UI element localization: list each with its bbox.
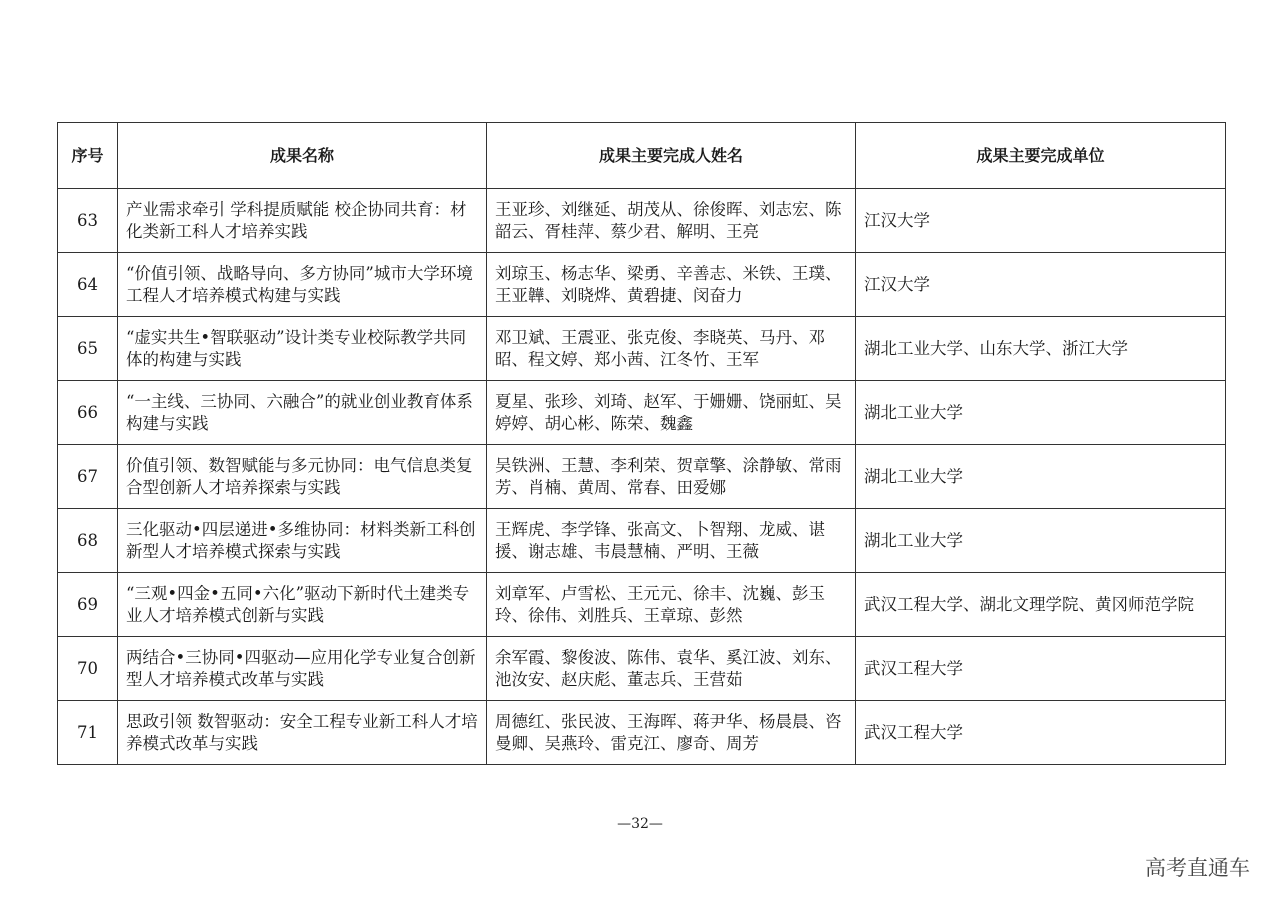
table-row	[58, 317, 1226, 381]
header-persons: 成果主要完成人姓名	[487, 123, 856, 189]
table-row	[58, 701, 1226, 765]
row-name: 价值引领、数智赋能与多元协同：电气信息类复合型创新人才培养探索与实践	[118, 445, 487, 509]
row-persons: 刘章军、卢雪松、王元元、徐丰、沈巍、彭玉玲、徐伟、刘胜兵、王章琼、彭然	[487, 573, 856, 637]
row-name: “价值引领、战略导向、多方协同”城市大学环境工程人才培养模式构建与实践	[118, 253, 487, 317]
row-units: 湖北工业大学	[856, 381, 1226, 445]
table-row	[58, 509, 1226, 573]
row-persons: 王亚珍、刘继延、胡茂从、徐俊晖、刘志宏、陈韶云、胥桂萍、蔡少君、解明、王亮	[487, 189, 856, 253]
row-name: 产业需求牵引 学科提质赋能 校企协同共育：材化类新工科人才培养实践	[118, 189, 487, 253]
row-persons: 余军霞、黎俊波、陈伟、袁华、奚江波、刘东、池汝安、赵庆彪、董志兵、王营茹	[487, 637, 856, 701]
row-units: 湖北工业大学、山东大学、浙江大学	[856, 317, 1226, 381]
row-name: “虚实共生•智联驱动”设计类专业校际教学共同体的构建与实践	[118, 317, 487, 381]
header-seq: 序号	[58, 123, 118, 189]
page-number: —32—	[617, 816, 663, 832]
table-row	[58, 637, 1226, 701]
table-row	[58, 573, 1226, 637]
header-name: 成果名称	[118, 123, 487, 189]
results-table	[57, 122, 1226, 765]
row-units: 江汉大学	[856, 189, 1226, 253]
row-persons: 刘琼玉、杨志华、梁勇、辛善志、米铁、王璞、王亚韡、刘晓烨、黄碧捷、闵奋力	[487, 253, 856, 317]
row-seq: 65	[58, 317, 118, 381]
header-units: 成果主要完成单位	[856, 123, 1226, 189]
row-seq: 66	[58, 381, 118, 445]
table-row	[58, 253, 1226, 317]
row-units: 武汉工程大学	[856, 701, 1226, 765]
table-row	[58, 445, 1226, 509]
row-persons: 周德红、张民波、王海晖、蒋尹华、杨晨晨、咨曼卿、吴燕玲、雷克江、廖奇、周芳	[487, 701, 856, 765]
watermark-text: 高考直通车	[1145, 856, 1250, 880]
row-units: 武汉工程大学、湖北文理学院、黄冈师范学院	[856, 573, 1226, 637]
row-persons: 夏星、张珍、刘琦、赵军、于姗姗、饶丽虹、吴婷婷、胡心彬、陈荣、魏鑫	[487, 381, 856, 445]
row-persons: 邓卫斌、王震亚、张克俊、李晓英、马丹、邓昭、程文婷、郑小茜、江冬竹、王军	[487, 317, 856, 381]
row-name: 思政引领 数智驱动：安全工程专业新工科人才培养模式改革与实践	[118, 701, 487, 765]
row-name: 三化驱动•四层递进•多维协同：材料类新工科创新型人才培养模式探索与实践	[118, 509, 487, 573]
table-row	[58, 189, 1226, 253]
row-persons: 吴铁洲、王慧、李利荣、贺章擎、涂静敏、常雨芳、肖楠、黄周、常春、田爱娜	[487, 445, 856, 509]
row-name: 两结合•三协同•四驱动—应用化学专业复合创新型人才培养模式改革与实践	[118, 637, 487, 701]
row-seq: 63	[58, 189, 118, 253]
row-seq: 67	[58, 445, 118, 509]
row-persons: 王辉虎、李学锋、张高文、卜智翔、龙威、谌援、谢志雄、韦晨慧楠、严明、王薇	[487, 509, 856, 573]
table-row	[58, 381, 1226, 445]
row-units: 江汉大学	[856, 253, 1226, 317]
row-seq: 69	[58, 573, 118, 637]
row-units: 湖北工业大学	[856, 445, 1226, 509]
row-name: “一主线、三协同、六融合”的就业创业教育体系构建与实践	[118, 381, 487, 445]
row-seq: 70	[58, 637, 118, 701]
row-name: “三观•四金•五同•六化”驱动下新时代土建类专业人才培养模式创新与实践	[118, 573, 487, 637]
row-units: 湖北工业大学	[856, 509, 1226, 573]
row-units: 武汉工程大学	[856, 637, 1226, 701]
row-seq: 64	[58, 253, 118, 317]
row-seq: 71	[58, 701, 118, 765]
table-header-row	[58, 123, 1226, 189]
row-seq: 68	[58, 509, 118, 573]
